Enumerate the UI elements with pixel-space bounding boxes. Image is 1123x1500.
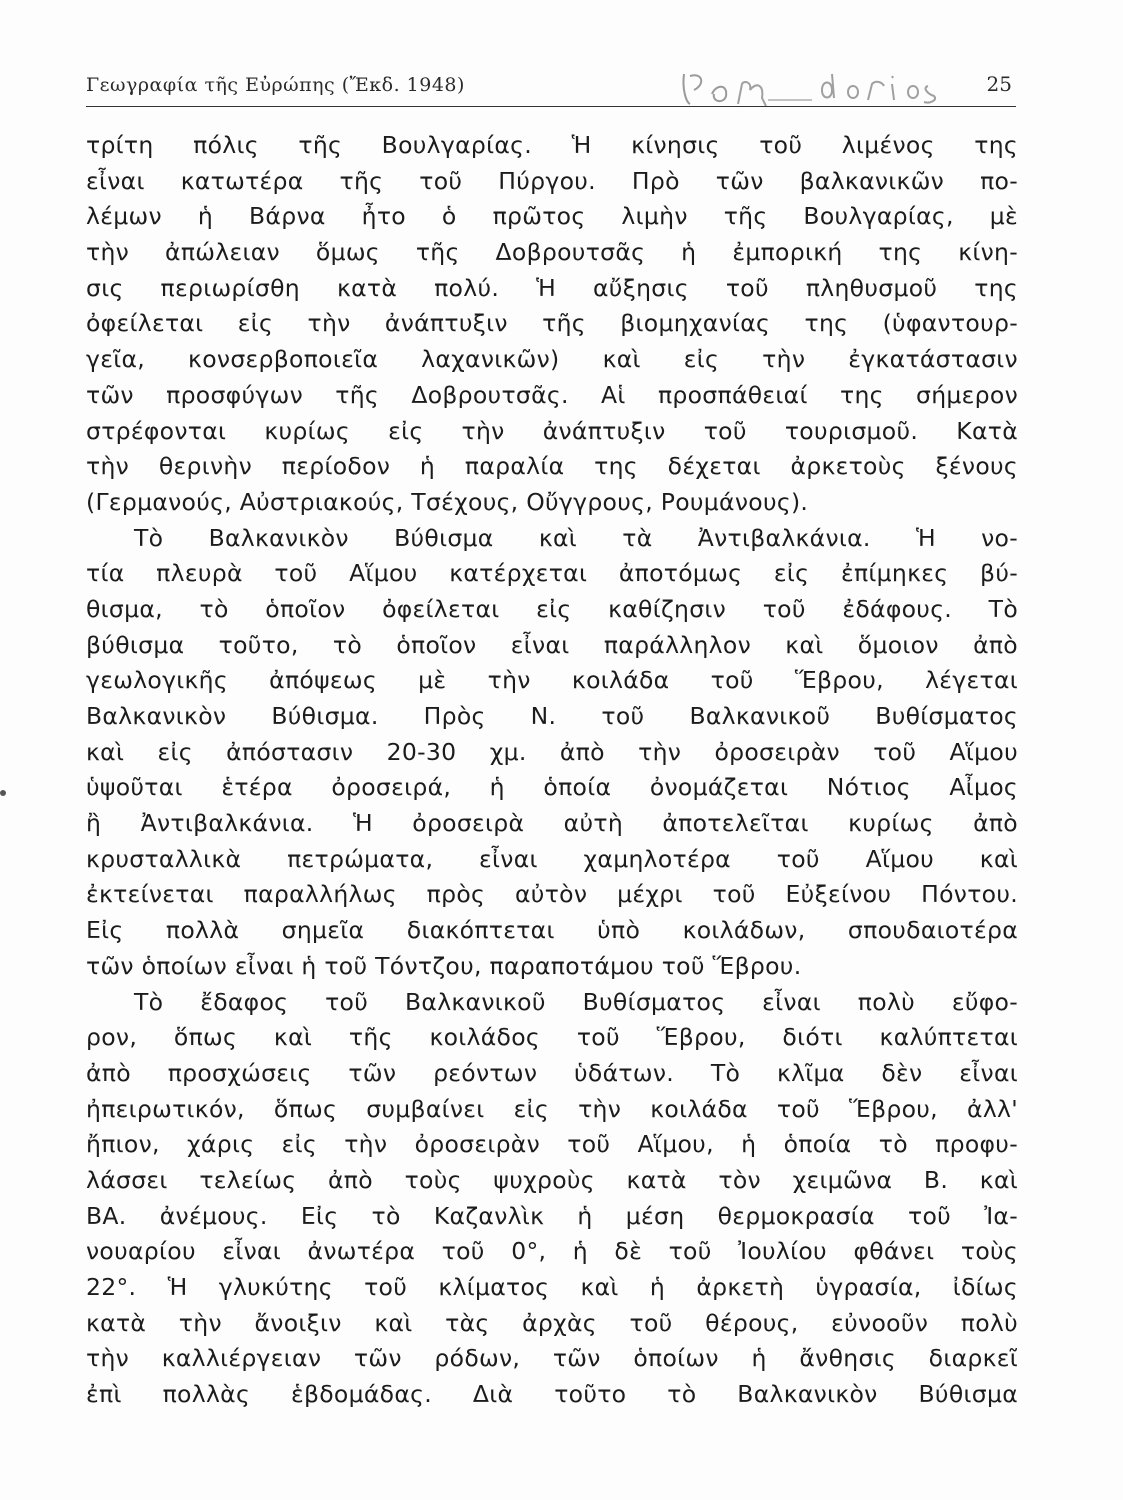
text-line: ἢ Ἀντιβαλκάνια. Ἡ ὀροσειρὰ αὐτὴ ἀποτελεῖται κυρίως ἀπὸ bbox=[86, 809, 1018, 838]
text-line: ἀπὸ προσχώσεις τῶν ρεόντων ὑδάτων. Τὸ κλῖμα δὲν εἶναι bbox=[86, 1058, 1018, 1087]
text-line: τῶν προσφύγων τῆς Δοβρουτσᾶς. Αἱ προσπάθειαί της σήμερον bbox=[86, 380, 1018, 409]
text-line: θισμα, τὸ ὁποῖον ὀφείλεται εἰς καθίζησιν τοῦ ἐδάφους. Τὸ bbox=[86, 594, 1018, 623]
text-line: λέμων ἡ Βάρνα ἦτο ὁ πρῶτος λιμὴν τῆς Βουλγαρίας, μὲ bbox=[86, 202, 1018, 231]
text-line: ἐπὶ πολλὰς ἑβδομάδας. Διὰ τοῦτο τὸ Βαλκανικὸν Βύθισμα bbox=[86, 1380, 1018, 1409]
text-line: κατὰ τὴν ἄνοιξιν καὶ τὰς ἀρχὰς τοῦ θέρους, εὐνοοῦν πολὺ bbox=[86, 1308, 1018, 1337]
text-line: λάσσει τελείως ἀπὸ τοὺς ψυχροὺς κατὰ τὸν χειμῶνα Β. καὶ bbox=[86, 1165, 1018, 1194]
text-line: ἤπιον, χάρις εἰς τὴν ὀροσειρὰν τοῦ Αἵμου, ἡ ὁποία τὸ προφυ- bbox=[86, 1130, 1018, 1159]
header-rule bbox=[86, 106, 1016, 107]
text-line: Εἰς πολλὰ σημεῖα διακόπτεται ὑπὸ κοιλάδων, σπουδαιοτέρα bbox=[86, 916, 1018, 945]
scan-mark-icon bbox=[0, 790, 6, 796]
text-line: ρον, ὅπως καὶ τῆς κοιλάδος τοῦ Ἕβρου, διότι καλύπτεται bbox=[86, 1023, 1018, 1052]
text-line: κρυσταλλικὰ πετρώματα, εἶναι χαμηλοτέρα τοῦ Αἵμου καὶ bbox=[86, 844, 1018, 873]
handwritten-note-icon bbox=[672, 54, 972, 110]
text-line: Βαλκανικὸν Βύθισμα. Πρὸς Ν. τοῦ Βαλκανικοῦ Βυθίσματος bbox=[86, 702, 1018, 730]
text-line: καὶ εἰς ἀπόστασιν 20-30 χμ. ἀπὸ τὴν ὀροσειρὰν τοῦ Αἵμου bbox=[86, 737, 1018, 766]
text-line: ὑψοῦται ἑτέρα ὀροσειρά, ἡ ὁποία ὀνομάζεται Νότιος Αἶμος bbox=[86, 773, 1018, 802]
text-line: τὴν καλλιέργειαν τῶν ρόδων, τῶν ὁποίων ἡ ἄνθησις διαρκεῖ bbox=[86, 1344, 1018, 1373]
text-line: ἐκτείνεται παραλλήλως πρὸς αὐτὸν μέχρι τοῦ Εὐξείνου Πόντου. bbox=[86, 880, 1018, 909]
section-heading-line: Τὸ Βαλκανικὸν Βύθισμα καὶ τὰ Ἀντιβαλκάνια. Ἡ νο- bbox=[134, 523, 1018, 552]
text-line: βύθισμα τοῦτο, τὸ ὁποῖον εἶναι παράλληλον καὶ ὅμοιον ἀπὸ bbox=[86, 630, 1018, 659]
text-line: ὀφείλεται εἰς τὴν ἀνάπτυξιν τῆς βιομηχανίας της (ὑφαντουρ- bbox=[86, 309, 1018, 338]
text-line: σις περιωρίσθη κατὰ πολύ. Ἡ αὔξησις τοῦ πληθυσμοῦ της bbox=[86, 273, 1018, 302]
text-line: (Γερμανούς, Αὐστριακούς, Τσέχους, Οὔγγρους, Ρουμάνους). bbox=[86, 487, 809, 516]
text-line: εἶναι κατωτέρα τῆς τοῦ Πύργου. Πρὸ τῶν βαλκανικῶν πο- bbox=[86, 166, 1018, 195]
text-line: γεῖα, κονσερβοποιεῖα λαχανικῶν) καὶ εἰς τὴν ἐγκατάστασιν bbox=[86, 345, 1018, 374]
running-title: Γεωγραφία τῆς Εὐρώπης (Ἔκδ. 1948) bbox=[86, 74, 465, 96]
paragraph-start-line: Τὸ ἔδαφος τοῦ Βαλκανικοῦ Βυθίσματος εἶναι πολὺ εὔφο- bbox=[134, 987, 1018, 1016]
text-line: ἠπειρωτικόν, ὅπως συμβαίνει εἰς τὴν κοιλάδα τοῦ Ἕβρου, ἀλλ' bbox=[86, 1094, 1018, 1123]
text-line: τία πλευρὰ τοῦ Αἵμου κατέρχεται ἀποτόμως εἰς ἐπίμηκες βύ- bbox=[86, 559, 1018, 588]
text-line: ΒΑ. ἀνέμους. Εἰς τὸ Καζανλὶκ ἡ μέση θερμοκρασία τοῦ Ἰα- bbox=[86, 1201, 1018, 1230]
text-line: τὴν ἀπώλειαν ὅμως τῆς Δοβρουτσᾶς ἡ ἐμπορική της κίνη- bbox=[86, 238, 1018, 267]
text-line: τῶν ὁποίων εἶναι ἡ τοῦ Τόντζου, παραποτάμου τοῦ Ἕβρου. bbox=[86, 951, 802, 980]
text-line: τρίτη πόλις τῆς Βουλγαρίας. Ἡ κίνησις τοῦ λιμένος της bbox=[86, 131, 1018, 159]
text-line: νουαρίου εἶναι ἀνωτέρα τοῦ 0°, ἡ δὲ τοῦ Ἰουλίου φθάνει τοὺς bbox=[86, 1237, 1018, 1266]
text-line: 22°. Ἡ γλυκύτης τοῦ κλίματος καὶ ἡ ἀρκετὴ ὑγρασία, ἰδίως bbox=[86, 1273, 1018, 1301]
page-number: 25 bbox=[986, 72, 1012, 96]
body-text bbox=[86, 128, 1018, 1413]
text-line: τὴν θερινὴν περίοδον ἡ παραλία της δέχεται ἀρκετοὺς ξένους bbox=[86, 452, 1018, 481]
text-line: στρέφονται κυρίως εἰς τὴν ἀνάπτυξιν τοῦ τουρισμοῦ. Κατὰ bbox=[86, 416, 1018, 445]
running-head bbox=[86, 68, 1016, 104]
text-line: γεωλογικῆς ἀπόψεως μὲ τὴν κοιλάδα τοῦ Ἕβρου, λέγεται bbox=[86, 666, 1018, 695]
